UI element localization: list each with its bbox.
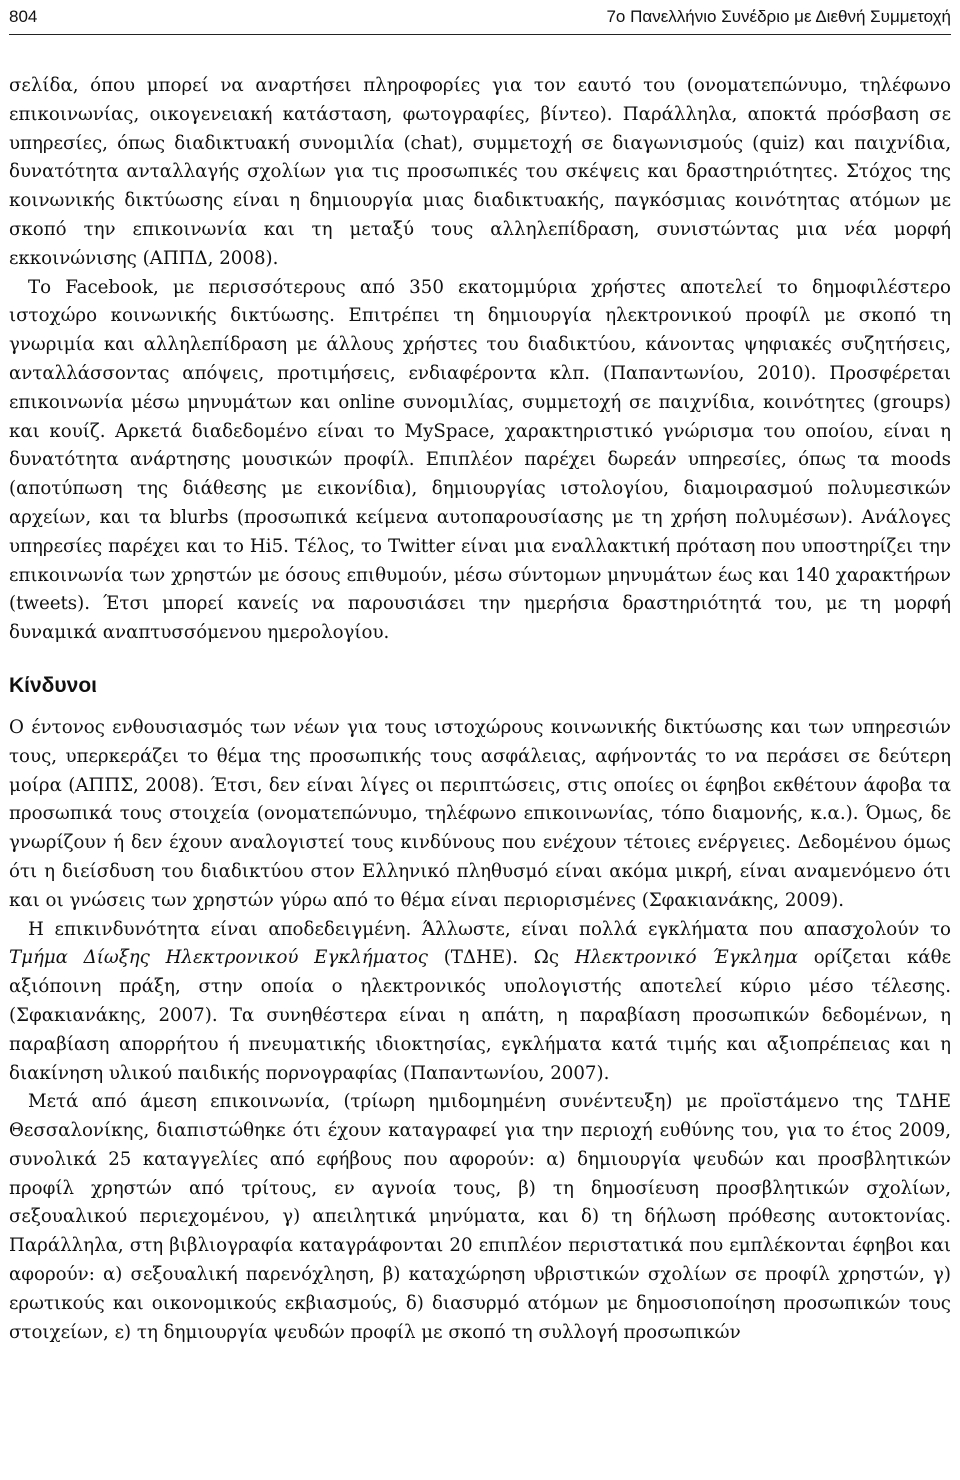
paragraph-danger-text-3: ορίζεται κάθε αξιόποινη πράξη, στην οποία ο ηλεκτρονικός υπολογιστής αποτελεί κύριο μέσο τέλεσης. (Σφακιανάκης, 2007). Τα συνηθέστερα είναι η απάτη, η παραβίαση προσωπικών δεδομένων, η παραβίαση απορρήτου ή πνευματικής ιδιοκτησίας, εγκλήματα κατά τιμής και αξιοπρέπειας και η διακίνηση υλικού παιδικής πορνογραφίας (Παπαντωνίου, 2007). [9,947,951,1084]
journal-title: 7ο Πανελλήνιο Συνέδριο με Διεθνή Συμμετοχή [606,7,951,26]
running-header [9,0,951,35]
paragraph-social-profile: σελίδα, όπου μπορεί να αναρτήσει πληροφορίες για τον εαυτό του (ονοματεπώνυμο, τηλέφωνο επικοινωνίας, οικογενειακή κατάσταση, φωτογραφίες, βίντεο). Παράλληλα, αποκτά πρόσβαση σε υπηρεσίες, όπως διαδικτυακή συνομιλία (chat), συμμετοχή σε διαγωνισμούς (quiz) και παιχνίδια, δυνατότητα ανταλλαγής σχολίων για τις προσωπικές του σκέψεις και δραστηριότητες. Στόχος της κοινωνικής δικτύωσης είναι η δημιουργία μιας διαδικτυακής, παγκόσμιας κοινότητας ατόμων με σκοπό την επικοινωνία και τη μεταξύ τους αλληλεπίδραση, συνιστώντας μια νέα μορφή εκκοινώνισης (ΑΠΠΔ, 2008). [9,75,951,269]
paragraph-danger-text-2: (ΤΔΗΕ). Ως [427,947,575,969]
paragraph-danger [9,916,951,1089]
body-text [9,72,951,1347]
paragraph-interview: Μετά από άμεση επικοινωνία, (τρίωρη ημιδομημένη συνέντευξη) με προϊστάμενο της ΤΔΗΕ Θεσσαλονίκης, διαπιστώθηκε ότι έχουν καταγραφεί για την περιοχή ευθύνης του, για το έτος 2009, συνολικά 25 καταγγελίες από εφήβους που αφορούν: α) δημιουργία ψευδών και προσβλητικών προφίλ χρηστών από τρίτους, εν αγνοία τους, β) τη δημοσίευση προσβλητικών σχολίων, σεξουαλικού περιεχομένου, γ) απειλητικά μηνύματα, και δ) τη δήλωση πρόθεσης αυτοκτονίας. Παράλληλα, στη βιβλιογραφία καταγράφονται 20 επιπλέον περιστατικά που εμπλέκονται έφηβοι και αφορούν: α) σεξουαλική παρενόχληση, β) καταχώρηση υβριστικών σχολίων σε προφίλ χρηστών, γ) ερωτικούς και οικονομικούς εκβιασμούς, δ) διασυρμό ατόμων με δημοσιοποίηση προσωπικών τους στοιχείων, ε) τη δημιουργία ψευδών προφίλ με σκοπό τη συλλογή προσωπικών [9,1091,951,1343]
page-number: 804 [9,7,38,26]
paragraph-facebook: Το Facebook, με περισσότερους από 350 εκατομμύρια χρήστες αποτελεί το δημοφιλέστερο ιστοχώρο κοινωνικής δικτύωσης. Επιτρέπει τη δημιουργία ηλεκτρονικού προφίλ με σκοπό τη γνωριμία και αλληλεπίδραση με άλλους χρήστες του διαδικτύου, κάνοντας ψηφιακές συζητήσεις, ανταλλάσσοντας απόψεις, προτιμήσεις, ενδιαφέροντα κλπ. (Παπαντωνίου, 2010). Προσφέρεται επικοινωνία μέσω μηνυμάτων και online συνομιλίας, συμμετοχή σε παιχνίδια, κοινότητες (groups) και κουίζ. Αρκετά διαδεδομένο είναι το MySpace, χαρακτηριστικό γνώρισμα του οποίου, είναι η δυνατότητα ανάρτησης μουσικών προφίλ. Επιπλέον παρέχει δωρεάν υπηρεσίες, όπως τα moods (αποτύπωση της διάθεσης με εικονίδια), δημιουργίας ιστολογίου, διαμοιρασμού πολυμεσικών αρχείων, και τα blurbs (προσωπικά κείμενα αυτοπαρουσίασης με τη χρήση πολυμέσων). Ανάλογες υπηρεσίες παρέχει και το Hi5. Τέλος, το Twitter είναι μια εναλλακτική πρόταση που υποστηρίζει την επικοινωνία των χρηστών με όσους επιθυμούν, μέσω σύντομων μηνυμάτων έως και 140 χαρακτήρων (tweets). Έτσι μπορεί κανείς να παρουσιάσει την ημερήσια δραστηριότητά του, με τη μορφή δυναμικά αναπτυσσόμενου ημερολογίου. [9,276,951,644]
paragraph-enthusiasm: Ο έντονος ενθουσιασμός των νέων για τους ιστοχώρους κοινωνικής δικτύωσης και των υπηρεσιών τους, υπερκεράζει το θέμα της προσωπικής τους ασφάλειας, αφήνοντάς το να περάσει σε δεύτερη μοίρα (ΑΠΠΣ, 2008). Έτσι, δεν είναι λίγες οι περιπτώσεις, στις οποίες οι έφηβοι εκθέτουν άφοβα τα προσωπικά τους στοιχεία (ονοματεπώνυμο, τηλέφωνο επικοινωνίας, τόπο διαμονής, κ.α.). Όμως, δε γνωρίζουν ή δεν έχουν αναλογιστεί τους κινδύνους που ενέχουν τέτοιες ενέργειες. Δεδομένου όμως ότι η διείσδυση του διαδικτύου στον Ελληνικό πληθυσμό είναι ακόμα μικρή, είναι αναμενόμενο ότι και οι γνώσεις των χρηστών γύρω από το θέμα είναι περιορισμένες (Σφακιανάκης, 2009). [9,716,951,911]
section-heading-risks: Κίνδυνοι [9,673,97,697]
paragraph-danger-text-1: Η επικινδυνότητα είναι αποδεδειγμένη. Άλλωστε, είναι πολλά εγκλήματα που απασχολούν το [28,918,951,940]
cybercrime-unit-name: Τμήμα Δίωξης Ηλεκτρονικού Εγκλήματος [9,947,428,969]
electronic-crime-term: Ηλεκτρονικό Έγκλημα [574,947,799,969]
